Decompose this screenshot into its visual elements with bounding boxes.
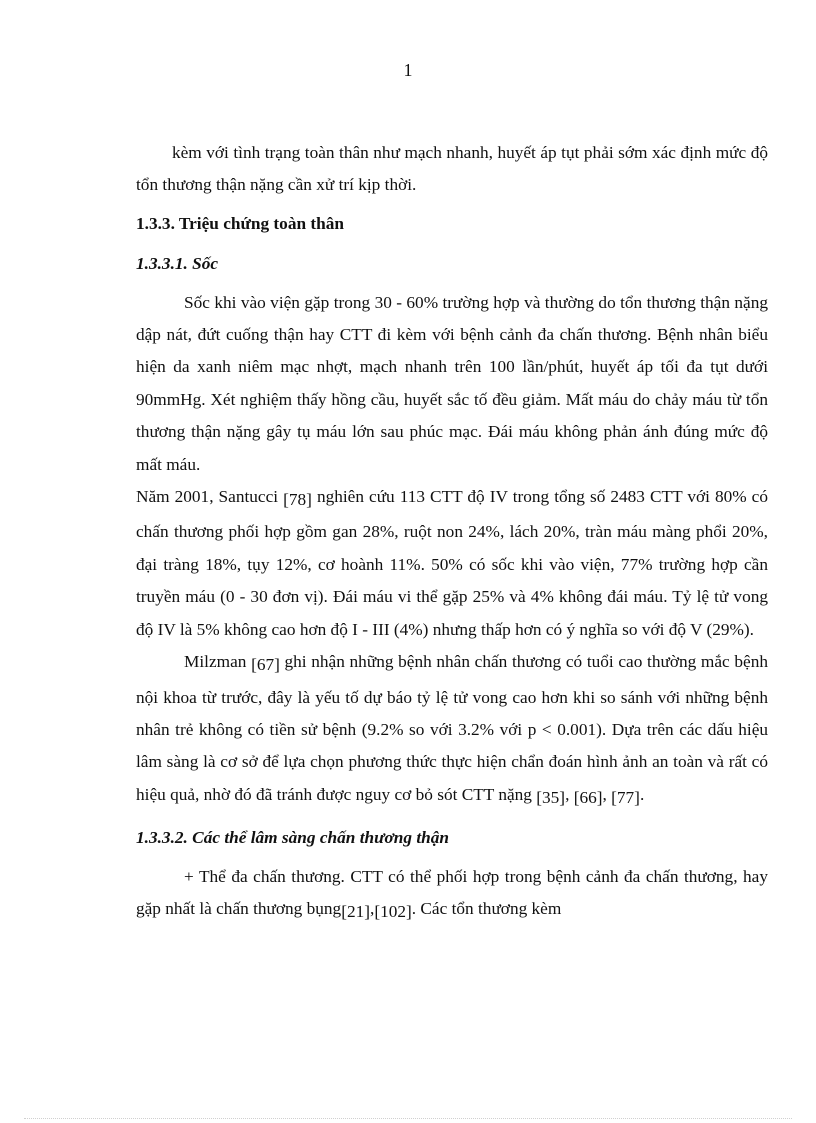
citation-67: [67] (251, 655, 280, 675)
paragraph-santucci (136, 481, 768, 646)
citation-21: [21] (341, 901, 370, 921)
citation-66: [66] (573, 787, 603, 807)
citation-78: [78] (283, 490, 312, 510)
citation-separator: , (565, 784, 574, 804)
citation-35: [35] (536, 787, 566, 807)
citation-separator: , (602, 784, 612, 804)
paragraph-clinical-forms (136, 861, 768, 929)
citation-102: [102] (374, 901, 412, 921)
subsection-heading-clinical-forms: 1.3.3.2. Các thể lâm sàng chấn thương thận (136, 828, 449, 848)
paragraph-milzman (136, 646, 768, 814)
forms-text-after: . Các tổn thương kèm (411, 898, 562, 918)
milzman-text-end: . (639, 784, 645, 804)
page-bottom-divider (24, 1118, 792, 1119)
paragraph-intro: kèm với tình trạng toàn thân như mạch nhanh, huyết áp tụt phải sớm xác định mức độ tổn thương thận nặng cần xử trí kịp thời. (136, 143, 768, 195)
page-number: 1 (403, 60, 413, 80)
citation-separator: , (370, 898, 375, 918)
citation-77: [77] (611, 787, 640, 807)
forms-text-before: + Thể đa chấn thương. CTT có thể phối hợp trong bệnh cảnh đa chấn thương, hay gặp nhất là chấn thương bụng (136, 866, 768, 918)
santucci-text-after: nghiên cứu 113 CTT độ IV trong tổng số 2483 CTT với 80% có chấn thương phối hợp gồm gan 28%, ruột non 24%, lách 20%, tràn máu màng phổi 20%, đại tràng 18%, tụy 12%, cơ hoành 11%. 50% có sốc khi vào viện, 77% trường hợp cần truyền máu (0 - 30 đơn vị). Đái máu vi thể gặp 25% và 4% không đái máu. Tỷ lệ tử vong độ IV là 5% không cao hơn độ I - III (4%) nhưng thấp hơn có ý nghĩa so với độ V (29%). (136, 487, 768, 639)
document-body (136, 137, 768, 928)
paragraph-shock: Sốc khi vào viện gặp trong 30 - 60% trường hợp và thường do tổn thương thận nặng dập nát, đứt cuống thận hay CTT đi kèm với bệnh cảnh đa chấn thương. Bệnh nhân biểu hiện da xanh niêm mạc nhợt, mạch nhanh trên 100 lần/phút, huyết áp tối đa tụt dưới 90mmHg. Xét nghiệm thấy hồng cầu, huyết sắc tố đều giảm. Mất máu do chảy máu từ tổn thương thận nặng gây tụ máu lớn sau phúc mạc. Đái máu không phản ánh đúng mức độ mất máu. (136, 292, 768, 474)
milzman-text-before: Milzman (184, 652, 252, 672)
santucci-text-before: Năm 2001, Santucci (136, 487, 284, 507)
subsection-heading-shock: 1.3.3.1. Sốc (136, 254, 219, 274)
milzman-text-middle: ghi nhận những bệnh nhân chấn thương có tuổi cao thường mắc bệnh nội khoa từ trước, đây là yếu tố dự báo tỷ lệ tử vong cao hơn khi so sánh với những bệnh nhân trẻ không có tiền sử bệnh (9.2% so với 3.2% với p < 0.001). Dựa trên các dấu hiệu lâm sàng là cơ sở để lựa chọn phương thức thực hiện chẩn đoán hình ảnh an toàn và rất có hiệu quả, nhờ đó đã tránh được nguy cơ bỏ sót CTT nặng (136, 652, 768, 804)
section-heading-1-3-3: 1.3.3. Triệu chứng toàn thân (136, 213, 345, 233)
